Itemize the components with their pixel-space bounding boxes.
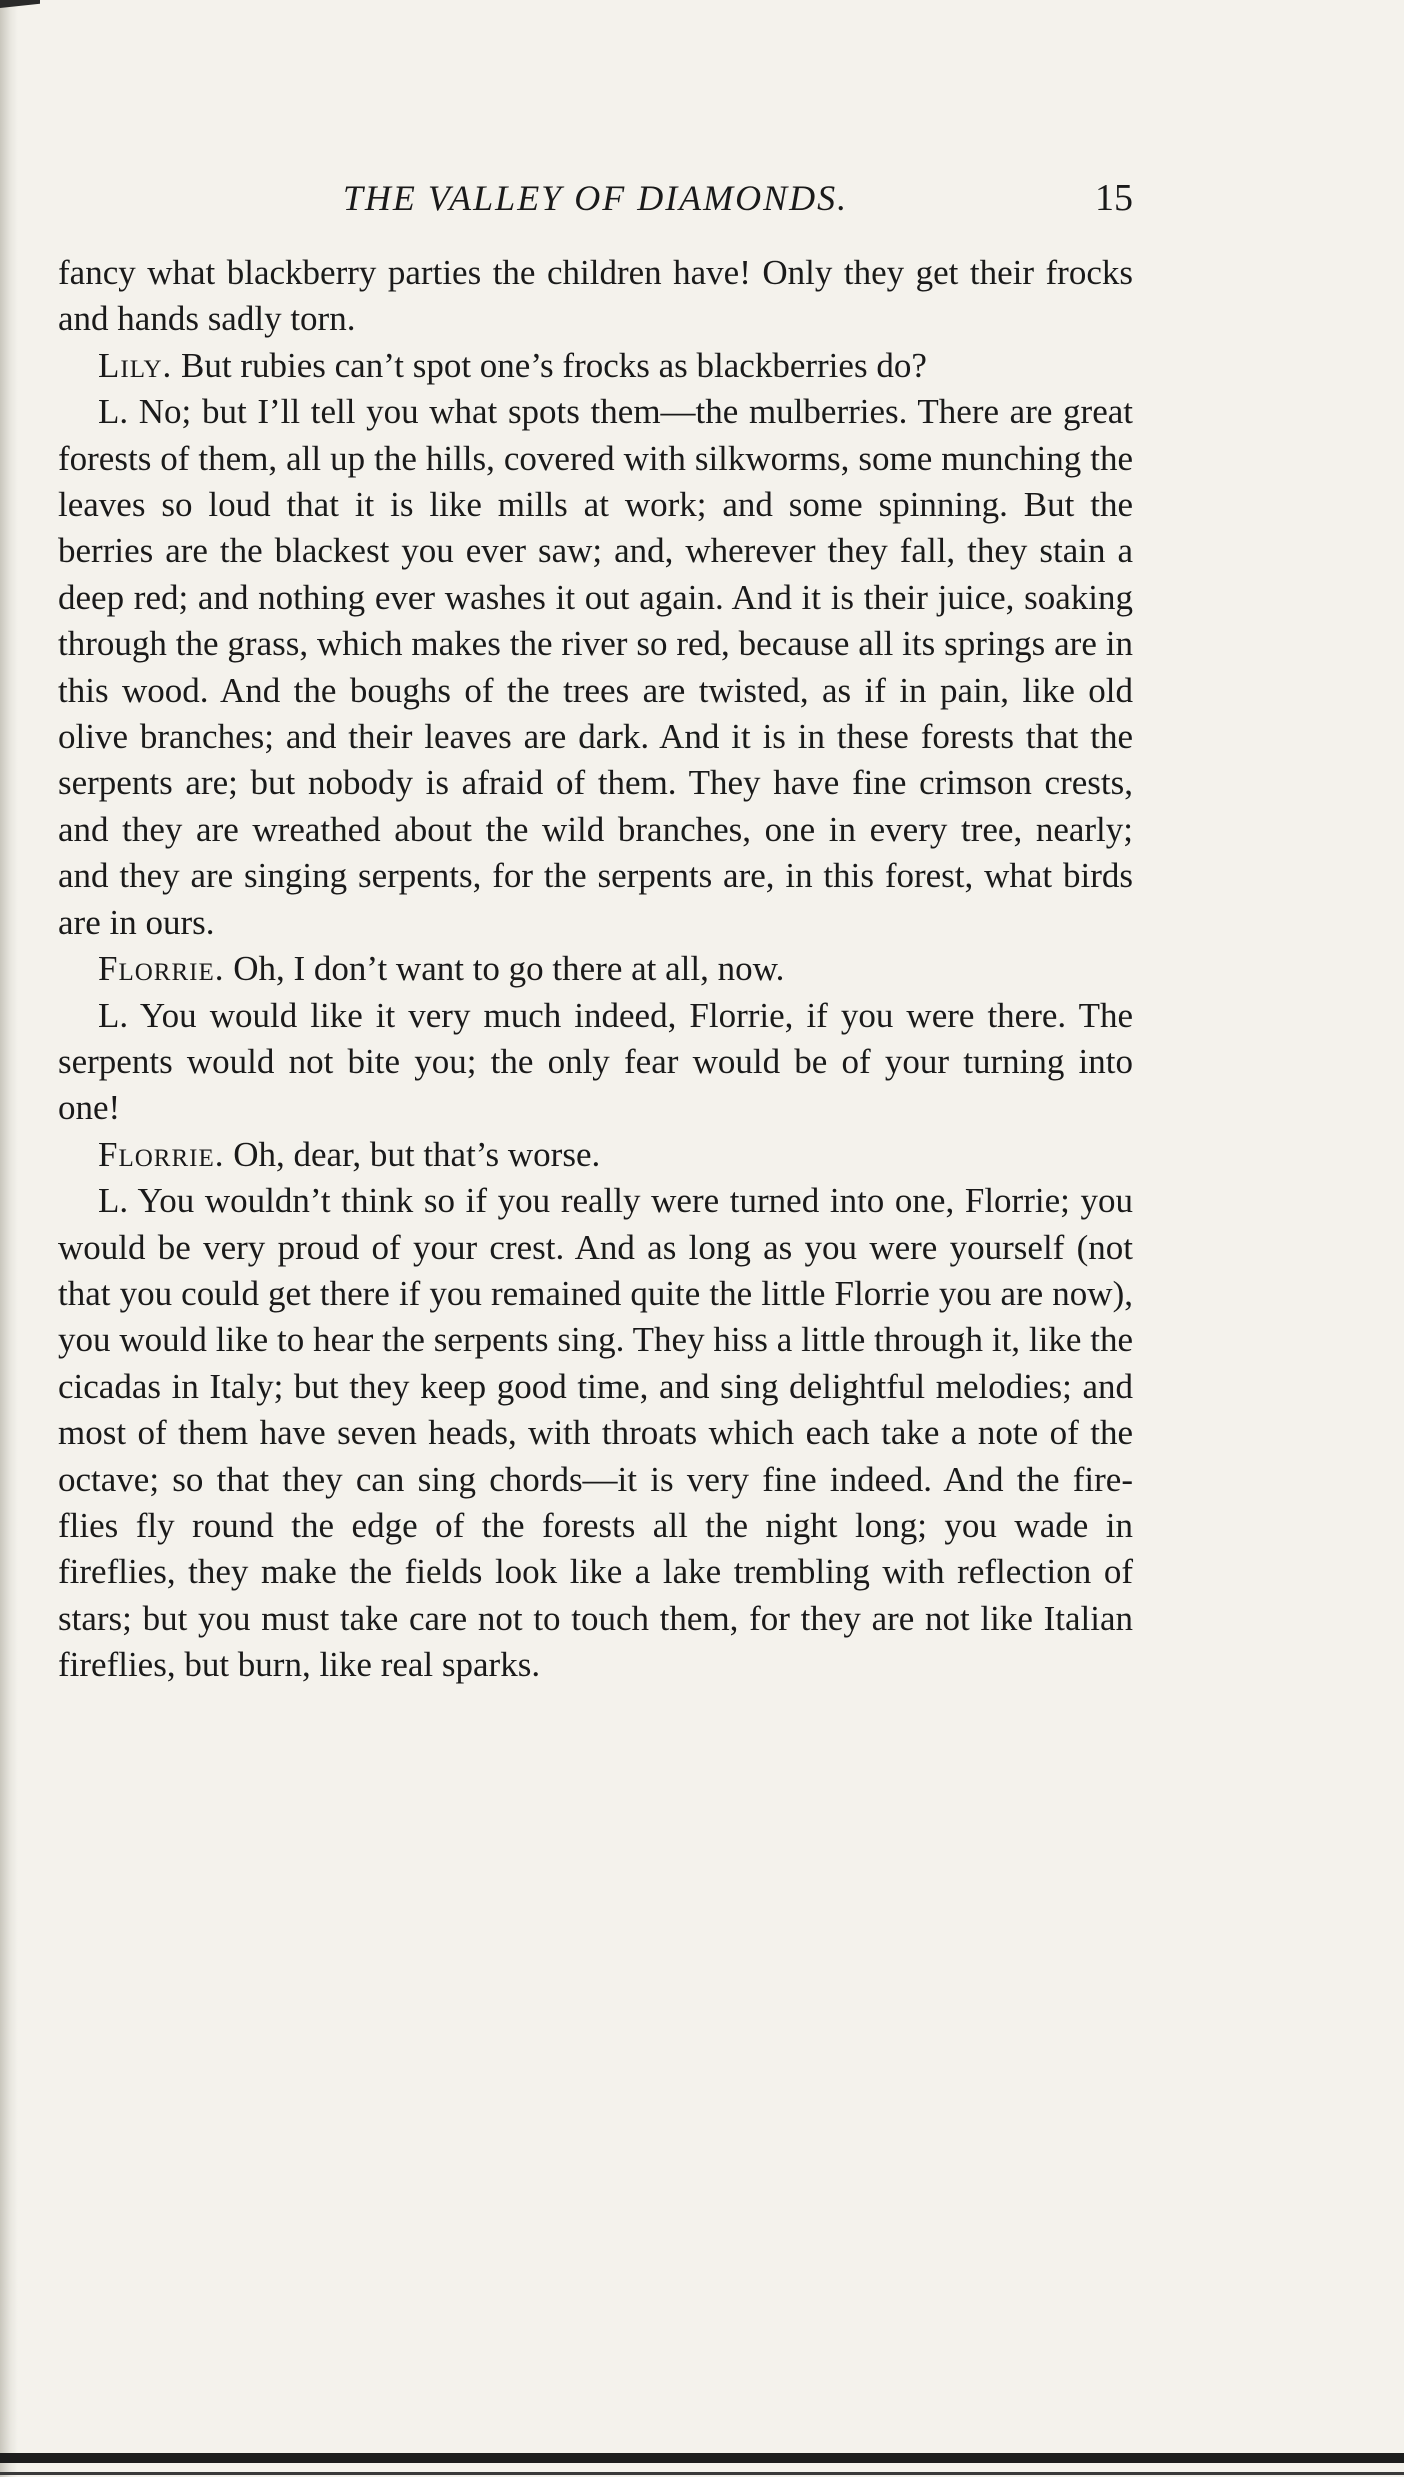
paragraph-text: L. You wouldn’t think so if you really were turned into one, Florrie; you would be very proud of your crest. And as long as you were yourself (not that you could get there if you remained quite the little Florrie you are now), you would like to hear the serpents sing. They hiss a little through it, like the cicadas in Italy; but they keep good time, and sing delightful melodies; and most of them have seven heads, with throats which each take a note of the octave; so that they can sing chords—it is very fine indeed. And the fire-flies fly round the edge of the forests all the night long; you wade in fireflies, they make the fields look like a lake trembling with reflection of stars; but you must take care not to touch them, for they are not like Italian fireflies, but burn, like real sparks. (58, 1181, 1133, 1685)
paragraph-lecturer (58, 993, 1133, 1132)
paragraph-text: L. You would like it very much indeed, Florrie, if you were there. The serpents would not bite you; the only fear would be of your turning into one! (58, 995, 1133, 1128)
paragraph-continuation (58, 250, 1133, 343)
paragraph-lily (58, 343, 1133, 389)
page-edge-bottom-line (0, 2472, 1404, 2475)
paragraph-text: Oh, I don’t want to go there at all, now. (224, 949, 785, 989)
paragraph-text: fancy what blackberry parties the children have! Only they get their frocks and hands sadly torn. (58, 253, 1133, 339)
paragraph-lecturer (58, 389, 1133, 946)
paragraph-florrie (58, 946, 1133, 992)
page-header (58, 168, 1133, 228)
speaker-name: Florrie. (98, 1134, 225, 1174)
running-title: THE VALLEY OF DIAMONDS. (342, 178, 849, 218)
paragraph-text: L. No; but I’ll tell you what spots them—the mulberries. There are great forests of them, all up the hills, covered with silkworms, some munching the leaves so loud that it is like mills at work; and some spinning. But the berries are the blackest you ever saw; and, wherever they fall, they stain a deep red; and nothing ever washes it out again. And it is their juice, soaking through the grass, which makes the river so red, because all its springs are in this wood. And the boughs of the trees are twisted, as if in pain, like old olive branches; and their leaves are dark. And it is in these forests that the serpents are; but nobody is afraid of them. They have fine crimson crests, and they are wreathed about the wild branches, one in every tree, nearly; and they are singing serpents, for the serpents are, in this forest, what birds are in ours. (58, 392, 1133, 942)
speaker-name: Florrie. (98, 949, 225, 989)
page-edge-left (0, 0, 18, 2477)
paragraph-text: But rubies can’t spot one’s frocks as blackberries do? (172, 345, 927, 385)
body-text (58, 250, 1133, 1689)
page-edge-top (0, 0, 40, 8)
page-number: 15 (1095, 177, 1133, 219)
speaker-name: Lily. (98, 345, 173, 385)
paragraph-florrie (58, 1132, 1133, 1178)
paragraph-text: Oh, dear, but that’s worse. (224, 1134, 601, 1174)
page-edge-bottom (0, 2453, 1404, 2463)
paragraph-lecturer (58, 1178, 1133, 1688)
